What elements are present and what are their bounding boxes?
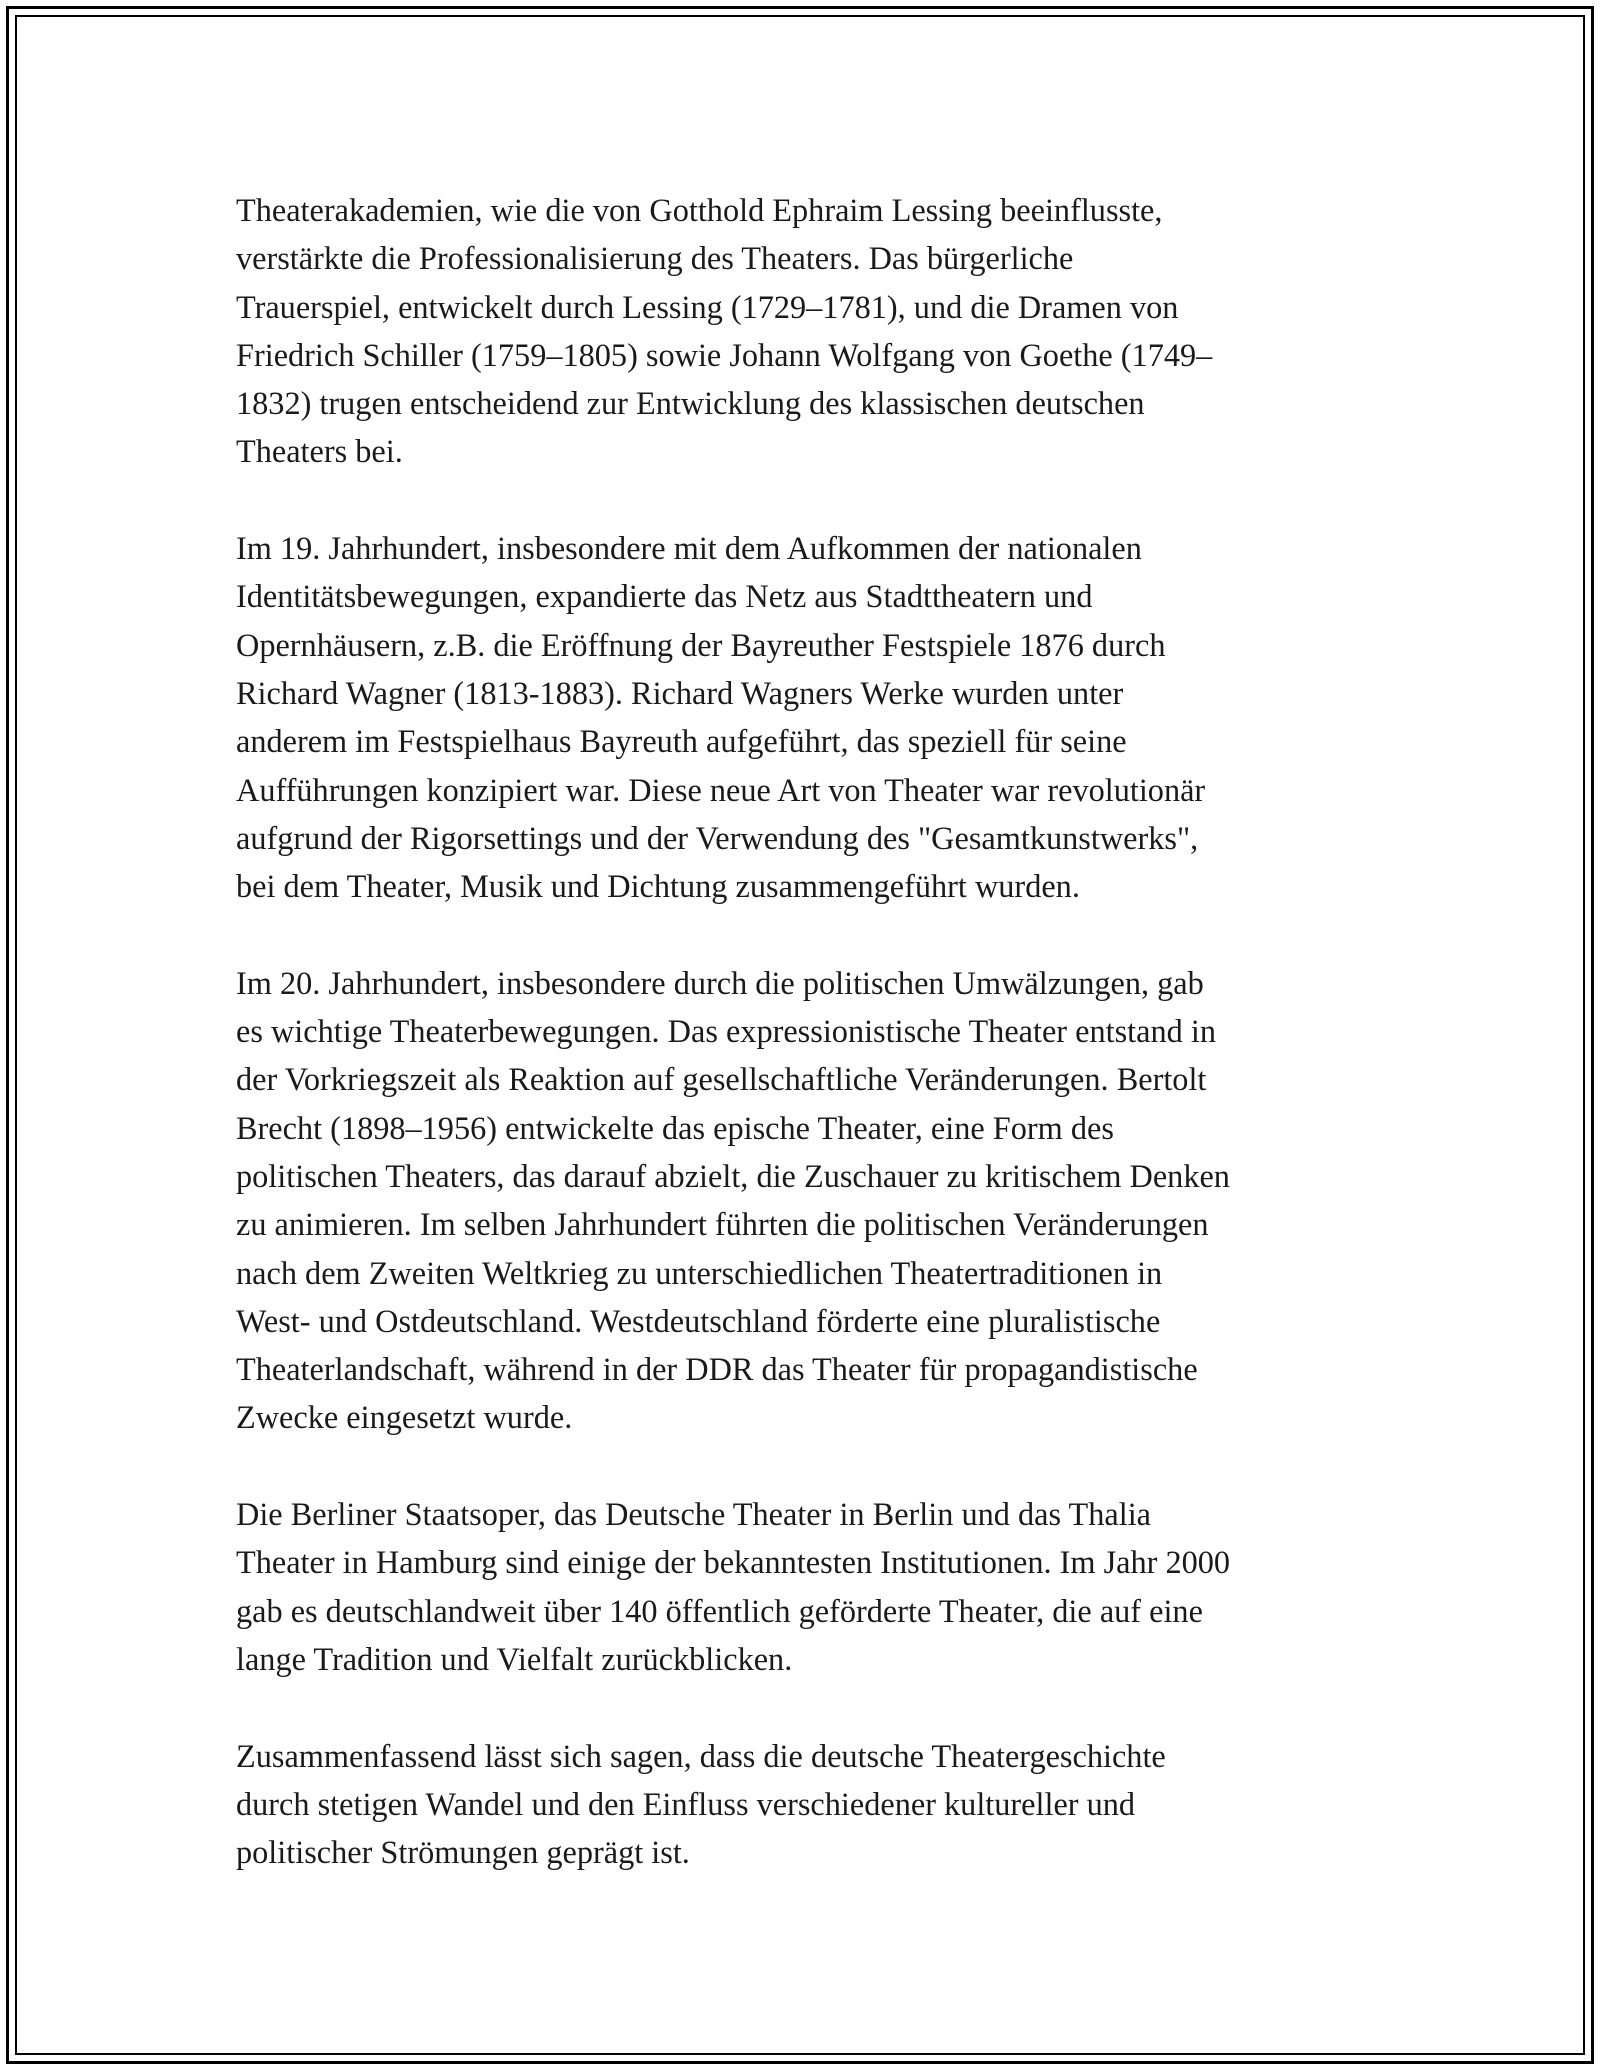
paragraph-4: [236, 1490, 1376, 1683]
text-line: Theaterakademien, wie die von Gotthold Ephraim Lessing beeinflusste,: [236, 192, 1163, 228]
text-line: zu animieren. Im selben Jahrhundert führten die politischen Veränderungen: [236, 1206, 1209, 1243]
text-line: bei dem Theater, Musik und Dichtung zusammengeführt wurden.: [236, 868, 1080, 905]
text-line: lange Tradition und Vielfalt zurückblicken.: [236, 1640, 793, 1677]
text-line: 1832) trugen entscheidend zur Entwicklung des klassischen deutschen: [236, 385, 1145, 422]
text-line: Zwecke eingesetzt wurde.: [236, 1399, 573, 1436]
document-body: [236, 186, 1376, 1925]
text-line: Zusammenfassend lässt sich sagen, dass die deutsche Theatergeschichte: [236, 1737, 1166, 1774]
text-line: Die Berliner Staatsoper, das Deutsche Theater in Berlin und das Thalia: [236, 1496, 1152, 1533]
text-line: nach dem Zweiten Weltkrieg zu unterschiedlichen Theatertraditionen in: [236, 1254, 1163, 1291]
paragraph-3: [236, 959, 1376, 1442]
text-line: politischen Theaters, das darauf abzielt, die Zuschauer zu kritischem Denken: [236, 1157, 1230, 1194]
text-line: es wichtige Theaterbewegungen. Das expressionistische Theater entstand in: [236, 1013, 1216, 1050]
text-line: Richard Wagner (1813-1883). Richard Wagners Werke wurden unter: [236, 674, 1124, 711]
paragraph-1: [236, 186, 1376, 476]
text-line: Aufführungen konzipiert war. Diese neue Art von Theater war revolutionär: [236, 771, 1206, 808]
text-line: Theaterlandschaft, während in der DDR das Theater für propagandistische: [236, 1351, 1198, 1388]
text-line: West- und Ostdeutschland. Westdeutschland förderte eine pluralistische: [236, 1302, 1161, 1339]
text-line: Im 19. Jahrhundert, insbesondere mit dem Aufkommen der nationalen: [236, 530, 1142, 567]
text-line: Theater in Hamburg sind einige der bekanntesten Institutionen. Im Jahr 2000: [236, 1544, 1231, 1581]
text-line: Friedrich Schiller (1759–1805) sowie Johann Wolfgang von Goethe (1749–: [236, 336, 1213, 373]
text-line: gab es deutschlandweit über 140 öffentlich geförderte Theater, die auf eine: [236, 1592, 1203, 1629]
text-line: Brecht (1898–1956) entwickelte das epische Theater, eine Form des: [236, 1109, 1114, 1146]
text-line: politischer Strömungen geprägt ist.: [236, 1834, 690, 1871]
text-line: verstärkte die Professionalisierung des Theaters. Das bürgerliche: [236, 240, 1074, 277]
paragraph-5: [236, 1732, 1376, 1877]
paragraph-2: [236, 524, 1376, 910]
text-line: der Vorkriegszeit als Reaktion auf gesellschaftliche Veränderungen. Bertolt: [236, 1061, 1207, 1098]
text-line: anderem im Festspielhaus Bayreuth aufgeführt, das speziell für seine: [236, 723, 1127, 760]
text-line: Im 20. Jahrhundert, insbesondere durch die politischen Umwälzungen, gab: [236, 964, 1204, 1001]
text-line: Opernhäusern, z.B. die Eröffnung der Bayreuther Festspiele 1876 durch: [236, 626, 1166, 663]
text-line: Identitätsbewegungen, expandierte das Netz aus Stadttheatern und: [236, 578, 1093, 615]
text-line: Theaters bei.: [236, 433, 403, 470]
text-line: Trauerspiel, entwickelt durch Lessing (1729–1781), und die Dramen von: [236, 288, 1179, 325]
text-line: durch stetigen Wandel und den Einfluss verschiedener kultureller und: [236, 1785, 1136, 1822]
text-line: aufgrund der Rigorsettings und der Verwendung des "Gesamtkunstwerks",: [236, 819, 1199, 856]
